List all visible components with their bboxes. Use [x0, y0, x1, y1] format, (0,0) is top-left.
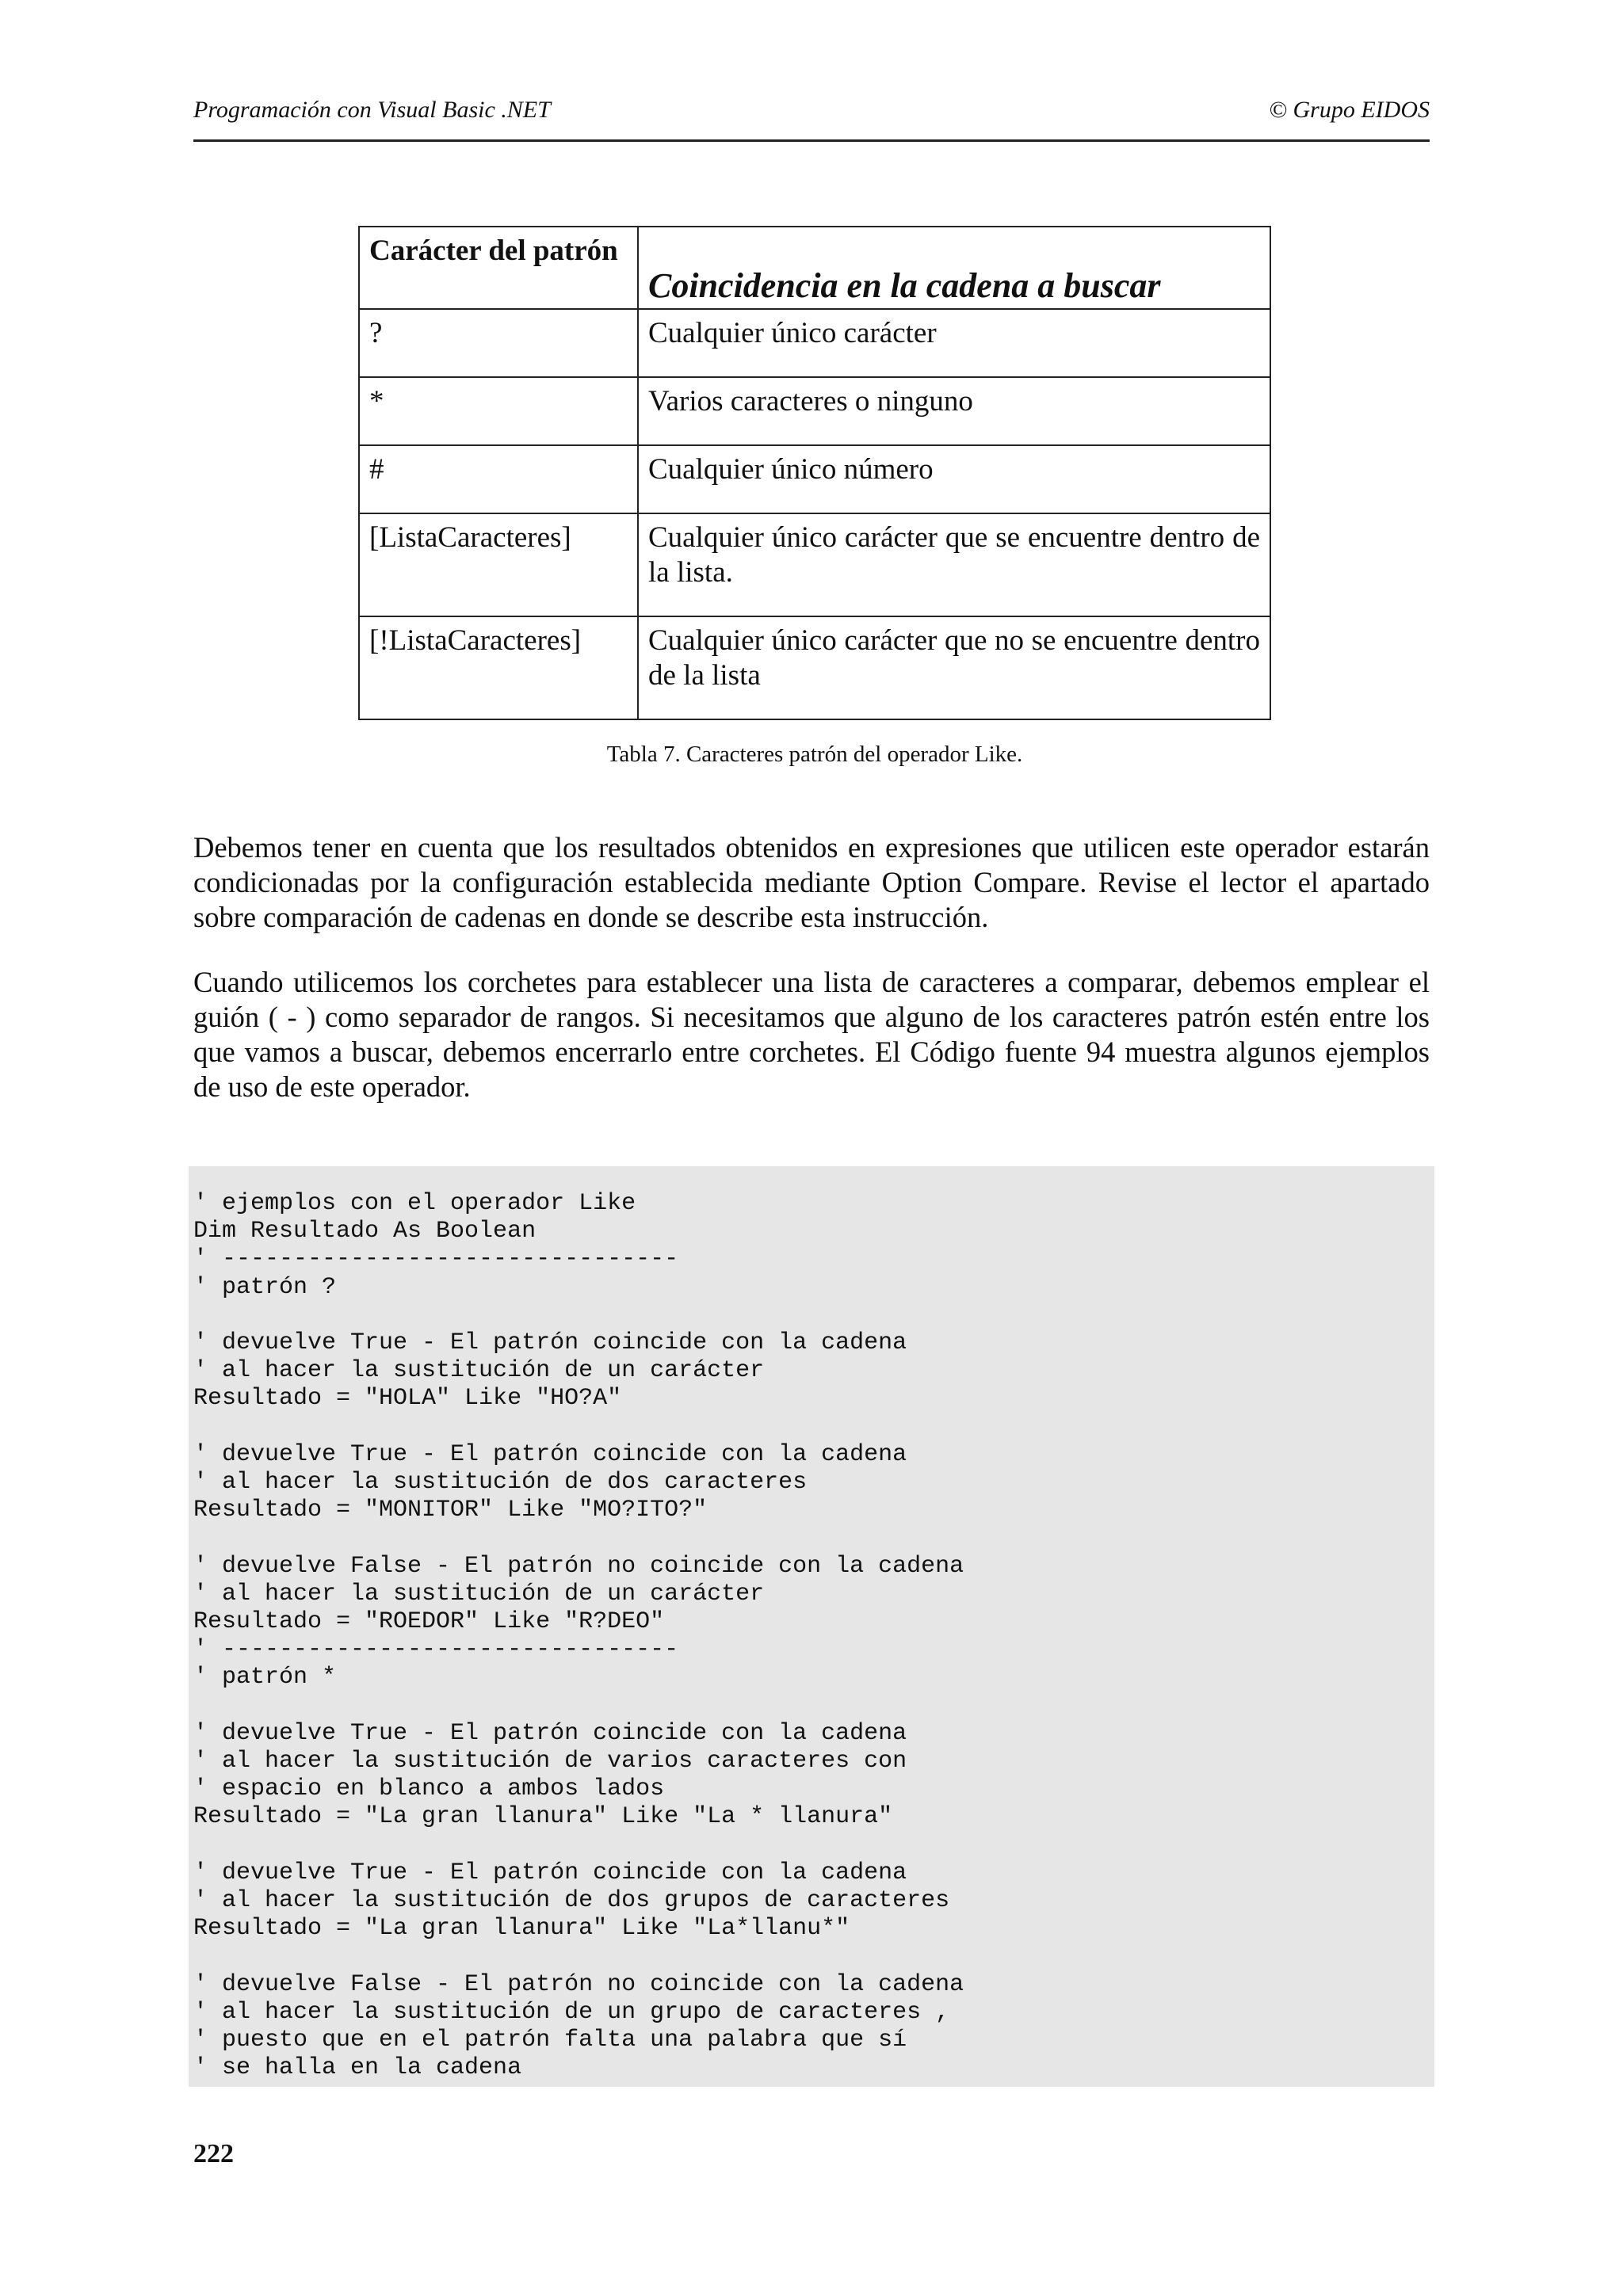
table-row: [359, 445, 1270, 513]
body-paragraph: Debemos tener en cuenta que los resultados obtenidos en expresiones que utilicen este operador estarán condicionadas por la configuración establecida mediante Option Compare. Revise el lector el apartado sobre comparación de cadenas en donde se describe esta instrucción.: [193, 831, 1430, 933]
table-caption: Tabla 7. Caracteres patrón del operador Like.: [606, 742, 1023, 767]
table-cell-match: Cualquier único carácter que no se encuentre dentro de la lista: [638, 616, 1270, 719]
table-cell-match: Varios caracteres o ninguno: [638, 377, 1270, 445]
table-cell-match: Cualquier único carácter: [638, 309, 1270, 377]
table-cell-pattern: ?: [359, 309, 638, 377]
table-cell-pattern: [!ListaCaracteres]: [359, 616, 638, 719]
table-header-match: Coincidencia en la cadena a buscar: [638, 227, 1270, 309]
table-cell-pattern: [ListaCaracteres]: [359, 513, 638, 616]
code-listing: ' ejemplos con el operador Like Dim Resultado As Boolean ' -------------------------------- ' patrón ? ' devuelve True - El patrón coincide con la cadena ' al hacer la sustitución de un carácter Resultado = "HOLA" Like "HO?A" ' devuelve True - El patrón coincide con la cadena ' al hacer la sustitución de dos caracteres Resultado = "MONITOR" Like "MO?ITO?" ' devuelve False - El patrón no coincide con la cadena ' al hacer la sustitución de un carácter Resultado = "ROEDOR" Like "R?DEO" ' -------------------------------- ' patrón * ' devuelve True - El patrón coincide con la cadena ' al hacer la sustitución de varios caracteres con ' espacio en blanco a ambos lados Resultado = "La gran llanura" Like "La * llanura" ' devuelve True - El patrón coincide con la cadena ' al hacer la sustitución de dos grupos de caracteres Resultado = "La gran llanura" Like "La*llanu*" ' devuelve False - El patrón no coincide con la cadena ' al hacer la sustitución de un grupo de caracteres , ' puesto que en el patrón falta una palabra que sí ' se halla en la cadena: [189, 1166, 1434, 2087]
table-cell-match: Cualquier único carácter que se encuentre dentro de la lista.: [638, 513, 1270, 616]
table-cell-match: Cualquier único número: [638, 445, 1270, 513]
table-row: [359, 309, 1270, 377]
body-paragraph: Cuando utilicemos los corchetes para establecer una lista de caracteres a comparar, debemos emplear el guión ( - ) como separador de rangos. Si necesitamos que alguno de los caracteres patrón estén entre los que vamos a buscar, debemos encerrarlo entre corchetes. El Código fuente 94 muestra algunos ejemplos de uso de este operador.: [193, 966, 1430, 1103]
table-header-row: [359, 227, 1270, 309]
table-row: [359, 513, 1270, 616]
table-header-pattern: Carácter del patrón: [359, 227, 638, 309]
like-pattern-table: [358, 226, 1271, 720]
table-cell-pattern: *: [359, 377, 638, 445]
page-number: 222: [193, 2139, 234, 2168]
header-book-title: Programación con Visual Basic .NET: [193, 97, 551, 123]
table-row: [359, 616, 1270, 719]
header-publisher: © Grupo EIDOS: [1269, 97, 1430, 123]
table-cell-pattern: #: [359, 445, 638, 513]
page-header: [193, 95, 1430, 142]
table-row: [359, 377, 1270, 445]
